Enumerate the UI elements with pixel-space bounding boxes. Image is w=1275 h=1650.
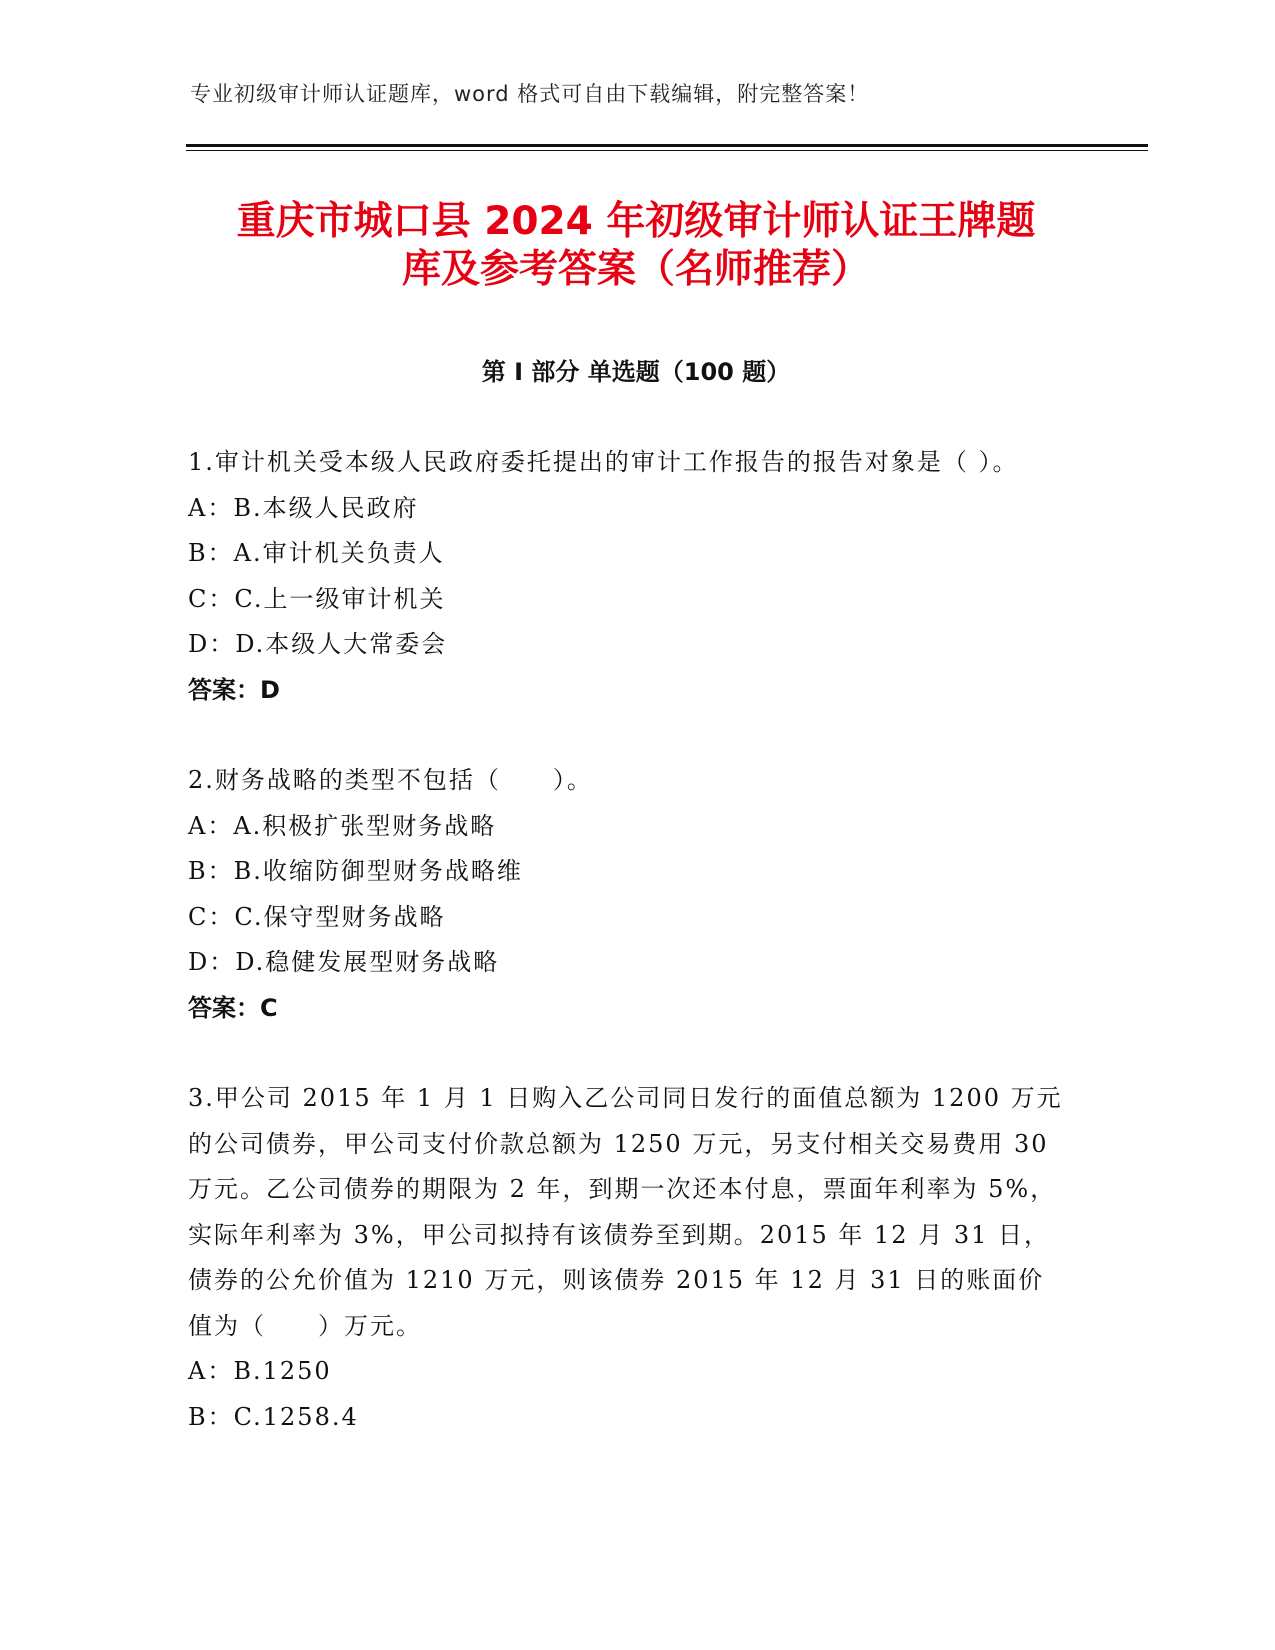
question-stem: 2.财务战略的类型不包括（ ）。: [188, 766, 593, 794]
header-rule-thin: [186, 150, 1148, 151]
document-title: [186, 198, 1086, 294]
question-list: [188, 440, 1068, 1440]
option-d: D：D.稳健发展型财务战略: [188, 948, 500, 976]
header-note: 专业初级审计师认证题库，word 格式可自由下载编辑，附完整答案！: [190, 82, 870, 106]
option-a: A：B.1250: [188, 1357, 332, 1385]
title-line-2: 库及参考答案（名师推荐）: [401, 247, 870, 292]
answer-label: 答案：C: [188, 993, 278, 1022]
option-d: D：D.本级人大常委会: [188, 630, 448, 658]
question-spacer: [188, 713, 1068, 758]
option-b: B：B.收缩防御型财务战略维: [188, 857, 523, 885]
title-line-1: 重庆市城口县 2024 年初级审计师认证王牌题: [236, 199, 1036, 244]
option-b: B：C.1258.4: [188, 1402, 359, 1431]
option-b: B：A.审计机关负责人: [188, 539, 445, 567]
question-2: [188, 758, 1068, 1031]
section-title: 第 I 部分 单选题（100 题）: [481, 358, 791, 386]
question-stem: 3.甲公司 2015 年 1 月 1 日购入乙公司同日发行的面值总额为 1200 万元的公司债券，甲公司支付价款总额为 1250 万元，另支付相关交易费用 30 万元。乙公司债券的期限为 2 年，到期一次还本付息，票面年利率为 5%，实际年利率为 3%，甲公司拟持有该债券至到期。2015 年 12 月 31 日，债券的公允价值为 1210 万元，则该债券 2015 年 12 月 31 日的账面价值为（ ）万元。: [188, 1084, 1063, 1340]
question-3: [188, 1076, 1068, 1440]
question-1: [188, 440, 1068, 713]
option-c: C：C.保守型财务战略: [188, 902, 446, 931]
option-c: C：C.上一级审计机关: [188, 584, 446, 613]
answer-label: 答案：D: [188, 675, 280, 704]
header-rule-thick: [186, 144, 1148, 147]
option-a: A：B.本级人民政府: [188, 493, 419, 522]
option-a: A：A.积极扩张型财务战略: [188, 811, 497, 840]
question-spacer: [188, 1031, 1068, 1076]
question-stem: 1.审计机关受本级人民政府委托提出的审计工作报告的报告对象是（ ）。: [188, 448, 1019, 476]
